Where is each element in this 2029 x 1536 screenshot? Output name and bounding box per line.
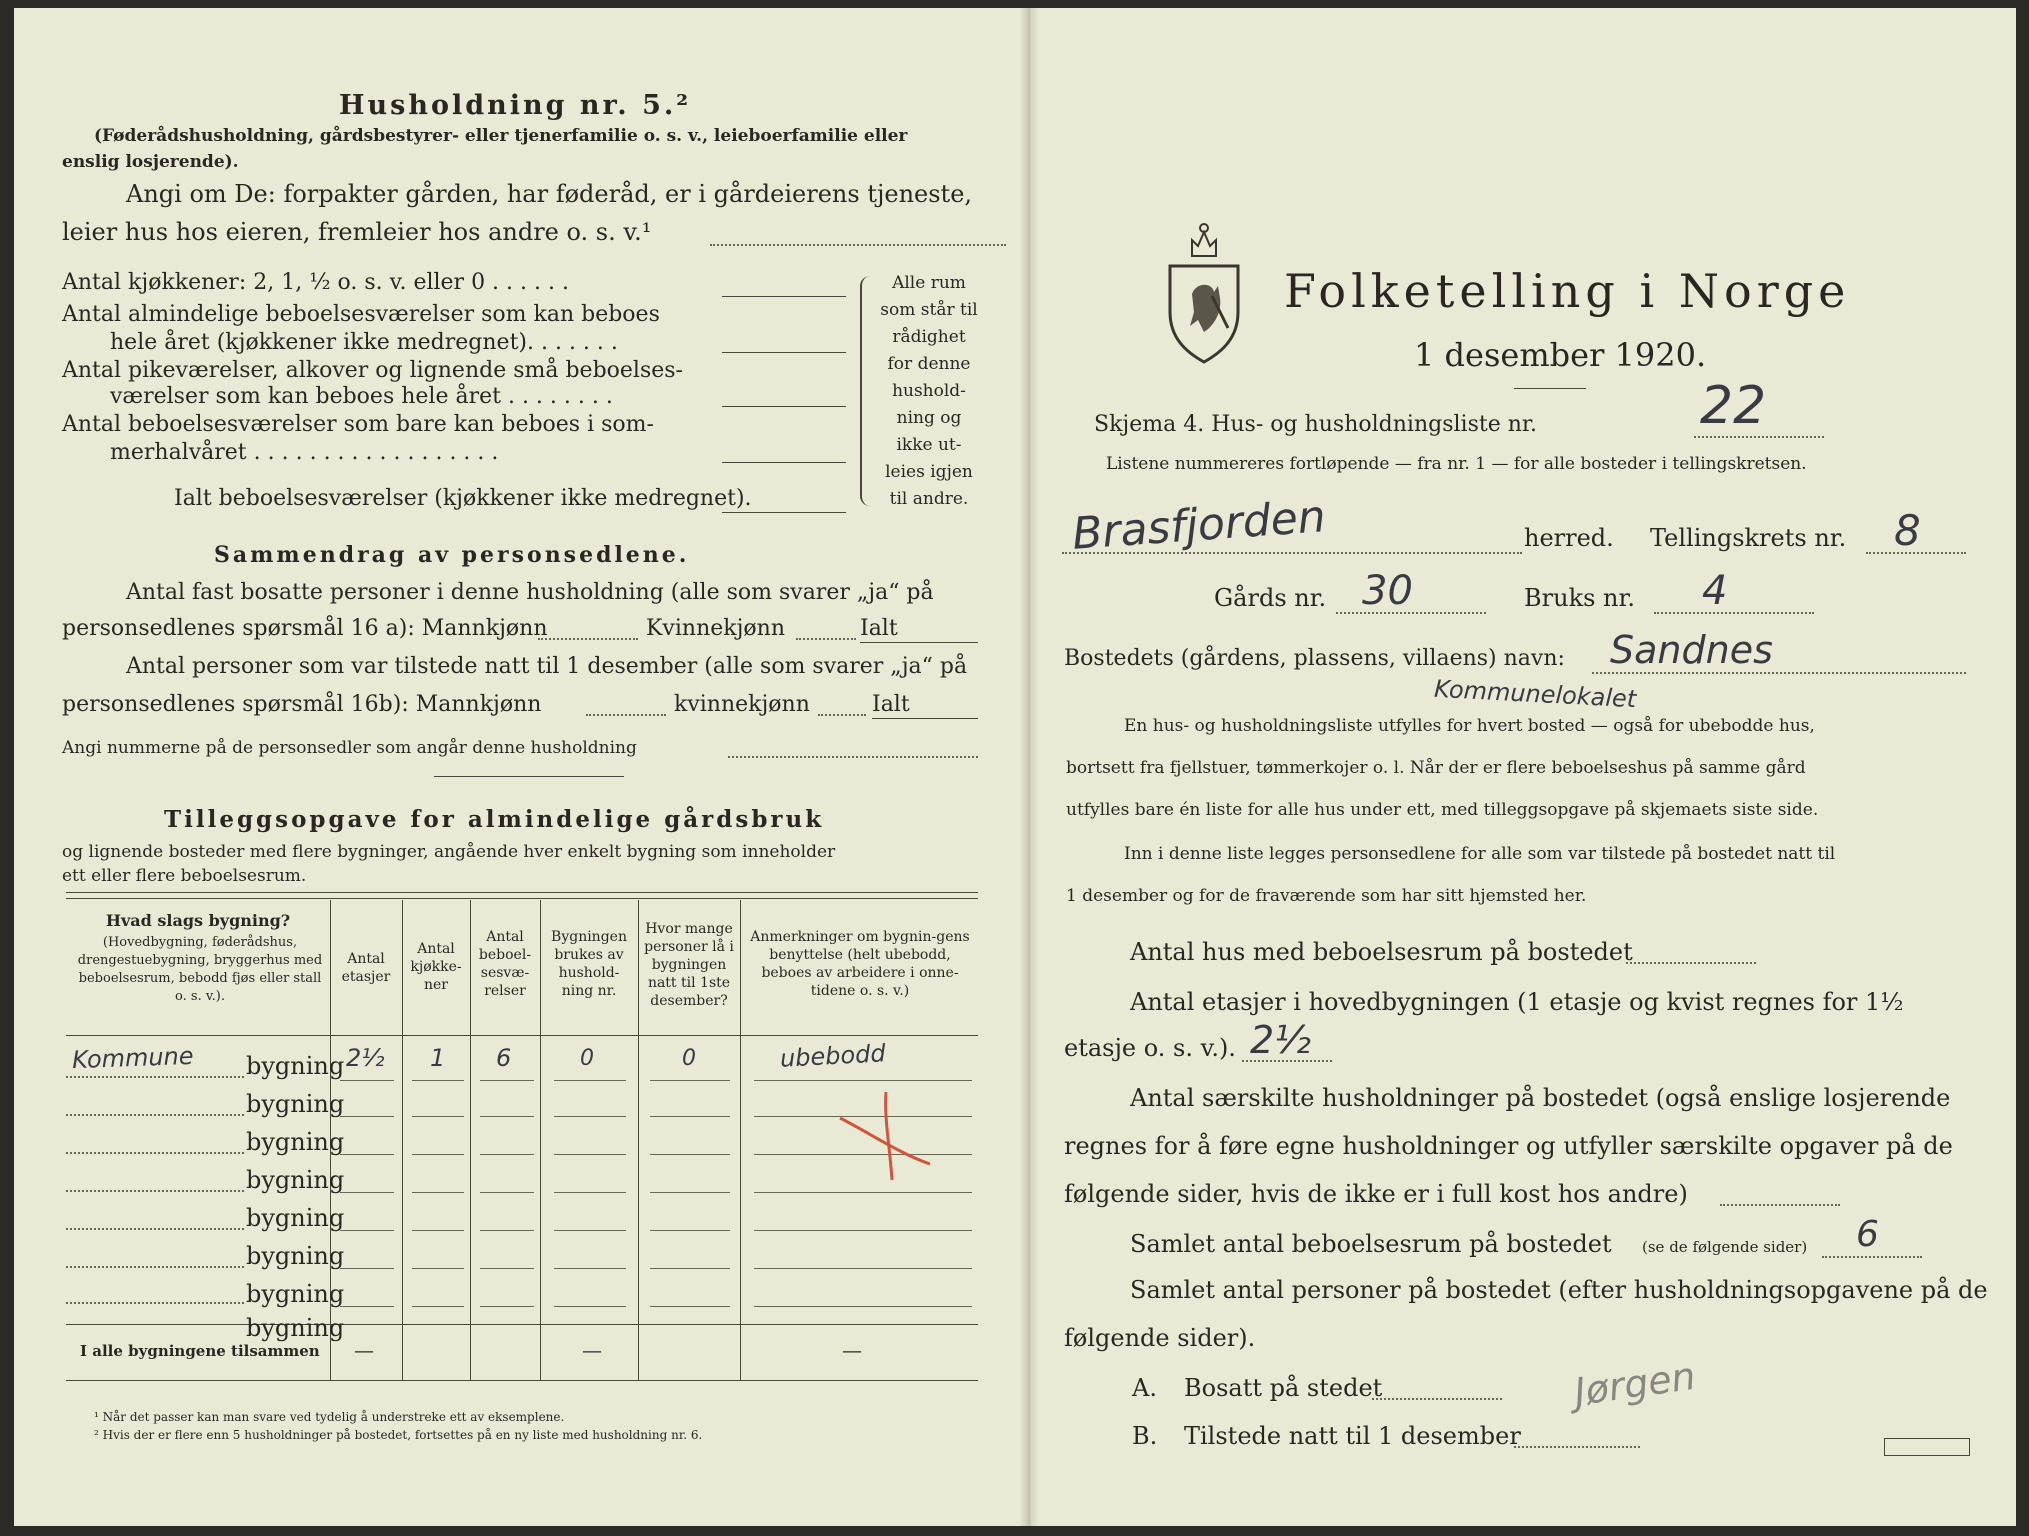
til-ialt-field[interactable]: [872, 718, 978, 719]
samlet-rum-label: Samlet antal beboelsesrum på bostedet: [1130, 1230, 1612, 1258]
listene-note: Listene nummereres fortløpende — fra nr. 1 — for alle bosteder i tellingskretsen.: [1106, 454, 1807, 474]
alm-rooms-field[interactable]: [722, 352, 846, 353]
pike-rooms-line-2: værelser som kan beboes hele året . . . . . . . .: [110, 384, 613, 409]
row3-label: bygning: [246, 1128, 345, 1156]
col-header-etasjer: Antal etasjer: [341, 951, 391, 985]
value-cell-underline[interactable]: [340, 1268, 394, 1269]
bostedet-label: Bostedets (gårdens, plassens, villaens) navn:: [1064, 646, 1565, 671]
a-text: Bosatt på stedet: [1184, 1374, 1383, 1402]
saerskilte-field[interactable]: [1720, 1204, 1840, 1206]
row1-husholdning-hw: 0: [580, 1046, 594, 1071]
etasjer-line-1: Antal etasjer i hovedbygningen (1 etasje og kvist regnes for 1½: [1130, 988, 1904, 1016]
alm-rooms-line-2: hele året (kjøkkener ikke medregnet). . . . . . .: [110, 330, 618, 355]
para2-line-2: 1 desember og for de fraværende som har sitt hjemsted her.: [1066, 886, 1587, 906]
value-cell-underline[interactable]: [480, 1268, 534, 1269]
tellingskrets-hw: 8: [1894, 506, 1921, 555]
red-cross-mark: [834, 1088, 934, 1188]
etasjer-hw: 2½: [1250, 1018, 1312, 1062]
col-divider-4: [540, 900, 541, 1380]
value-cell-underline[interactable]: [340, 1306, 394, 1307]
total-husholdning-dash: —: [582, 1338, 602, 1362]
skjema-nr-hw: 22: [1700, 376, 1767, 436]
value-cell-underline[interactable]: [340, 1080, 394, 1081]
row1-etasjer-hw: 2½: [346, 1044, 385, 1072]
skjema-nr-field[interactable]: [1694, 436, 1824, 438]
value-cell-underline[interactable]: [650, 1080, 730, 1081]
row1-label: bygning: [246, 1052, 345, 1080]
para1-line-3: utfylles bare én liste for alle hus under ett, med tilleggsopgave på skjemaets siste side.: [1066, 800, 1819, 820]
col-divider-5: [638, 900, 639, 1380]
value-cell-underline[interactable]: [480, 1230, 534, 1231]
value-cell-underline[interactable]: [554, 1192, 626, 1193]
kjokkener-field[interactable]: [722, 296, 846, 297]
pike-rooms-field[interactable]: [722, 406, 846, 407]
fast-line-1: Antal fast bosatte personer i denne husholdning (alle som svarer „ja“ på: [126, 580, 934, 605]
etasjer-field[interactable]: [1242, 1060, 1332, 1062]
side-note-brace: [860, 276, 874, 506]
value-cell-underline[interactable]: [412, 1116, 464, 1117]
saerskilte-line-1: Antal særskilte husholdninger på bostedet (også enslige losjerende: [1130, 1084, 1951, 1112]
row4-label: bygning: [246, 1166, 345, 1194]
bruks-hw: 4: [1702, 568, 1728, 614]
row8-label: bygning: [246, 1314, 345, 1342]
value-cell-underline[interactable]: [554, 1230, 626, 1231]
skjema-label: Skjema 4. Hus- og husholdningsliste nr.: [1094, 412, 1537, 437]
value-cell-underline[interactable]: [340, 1230, 394, 1231]
row1-anmerkning-hw: ubebodd: [779, 1039, 887, 1073]
value-cell-underline[interactable]: [412, 1230, 464, 1231]
value-cell-underline[interactable]: [650, 1192, 730, 1193]
col-header-kjokkener: Antal kjøkke-ner: [410, 941, 462, 993]
para1-line-2: bortsett fra fjellstuer, tømmerkojer o. l. Når der er flere beboelseshus på samme gård: [1066, 758, 1806, 778]
til-line-2a: personsedlenes spørsmål 16b): Mannkjønn: [62, 692, 542, 717]
herred-field[interactable]: [1062, 552, 1522, 554]
bruks-field[interactable]: [1654, 612, 1814, 614]
row7-type-field[interactable]: [66, 1302, 244, 1304]
value-cell-underline[interactable]: [412, 1268, 464, 1269]
til-line-2c: Ialt: [872, 692, 910, 717]
b-field[interactable]: [1514, 1446, 1640, 1448]
row3-type-field[interactable]: [66, 1152, 244, 1154]
sommer-rooms-line-2: merhalvåret . . . . . . . . . . . . . . . . . .: [110, 440, 499, 465]
household-subtitle-2: enslig losjerende).: [62, 152, 239, 172]
til-kvinne-field[interactable]: [818, 714, 866, 716]
col-header-personer: Hvor mange personer lå i bygningen natt til 1ste desember?: [644, 921, 734, 1009]
footnote-1: ¹ Når det passer kan man svare ved tydelig å understreke ett av eksemplene.: [94, 1410, 565, 1424]
til-line-2b: kvinnekjønn: [674, 692, 810, 717]
row2-type-field[interactable]: [66, 1114, 244, 1116]
kjokkener-label: Antal kjøkkener: 2, 1, ½ o. s. v. eller 0 . . . . . .: [62, 270, 569, 295]
value-cell-underline[interactable]: [754, 1268, 972, 1269]
saerskilte-line-3: følgende sider, hvis de ikke er i full kost hos andre): [1064, 1180, 1688, 1208]
table-top-rule-1: [66, 892, 978, 893]
col-header-type-title: Hvad slags bygning?: [105, 911, 291, 930]
total-etasjer-dash: —: [354, 1338, 374, 1362]
value-cell-underline[interactable]: [754, 1230, 972, 1231]
coat-of-arms-icon: [1162, 216, 1246, 366]
value-cell-underline[interactable]: [340, 1192, 394, 1193]
a-field[interactable]: [1372, 1398, 1502, 1400]
footnote-2: ² Hvis der er flere enn 5 husholdninger på bostedet, fortsettes på en ny liste med husholdning nr. 6.: [94, 1428, 703, 1442]
table-bottom-rule: [66, 1380, 978, 1381]
row5-type-field[interactable]: [66, 1228, 244, 1230]
tillegg-line-1: og lignende bosteder med flere bygninger, angående hver enkelt bygning som inneholder: [62, 842, 836, 862]
fast-line-2a: personsedlenes spørsmål 16 a): Mannkjønn: [62, 616, 548, 641]
value-cell-underline[interactable]: [480, 1306, 534, 1307]
b-text: Tilstede natt til 1 desember: [1184, 1422, 1521, 1450]
row1-type-hw: Kommune: [71, 1041, 194, 1075]
value-cell-underline[interactable]: [480, 1080, 534, 1081]
fast-kvinne-field[interactable]: [796, 638, 856, 640]
etasjer-line-2: etasje o. s. v.).: [1064, 1034, 1236, 1062]
printer-stamp: [1884, 1438, 1970, 1456]
value-cell-underline[interactable]: [412, 1154, 464, 1155]
value-cell-underline[interactable]: [650, 1154, 730, 1155]
ialt-rooms-field[interactable]: [722, 512, 846, 513]
total-label: I alle bygningene tilsammen: [80, 1342, 320, 1360]
table-header-rule: [66, 1035, 978, 1036]
herred-hw: Brasfjorden: [1070, 491, 1328, 560]
fast-ialt-field[interactable]: [860, 642, 978, 643]
samlet-pers-line-2: følgende sider).: [1064, 1324, 1256, 1352]
form-title: Folketelling i Norge: [1284, 264, 1851, 318]
col-header-type-sub: (Hovedbygning, føderådshus, drengestuebygning, bryggerhus med beboelsesrum, bebodd fjøs eller stall o. s. v.).: [77, 935, 323, 1004]
col-divider-2: [402, 900, 403, 1380]
col-header-vaerelser: Antal beboel-sesvæ-relser: [478, 929, 532, 999]
fast-line-2c: Ialt: [860, 616, 898, 641]
fast-line-2b: Kvinnekjønn: [646, 616, 785, 641]
alm-rooms-line-1: Antal almindelige beboelsesværelser som kan beboes: [62, 302, 660, 327]
value-cell-underline[interactable]: [754, 1306, 972, 1307]
section-divider: [434, 776, 624, 777]
tillegg-title: Tilleggsopgave for almindelige gårdsbruk: [164, 806, 825, 833]
value-cell-underline[interactable]: [554, 1116, 626, 1117]
row1-personer-hw: 0: [682, 1046, 696, 1071]
household-title: Husholdning nr. 5.²: [339, 90, 692, 121]
value-cell-underline[interactable]: [650, 1116, 730, 1117]
value-cell-underline[interactable]: [754, 1192, 972, 1193]
value-cell-underline[interactable]: [412, 1306, 464, 1307]
a-label: A.: [1132, 1374, 1157, 1402]
row4-type-field[interactable]: [66, 1190, 244, 1192]
table-total-rule: [66, 1324, 978, 1325]
value-cell-underline[interactable]: [554, 1268, 626, 1269]
para2-line-1: Inn i denne liste legges personsedlene for alle som var tilstede på bostedet natt til: [1124, 844, 1836, 864]
herred-label: herred.: [1524, 524, 1614, 552]
sammendrag-title: Sammendrag av personsedlene.: [214, 542, 690, 568]
row1-kjokkener-hw: 1: [430, 1044, 446, 1072]
angi-line-2: leier hus hos eieren, fremleier hos andre o. s. v.¹: [62, 218, 652, 246]
bostedet-field[interactable]: [1592, 672, 1966, 674]
row5-label: bygning: [246, 1204, 345, 1232]
antal-hus-label: Antal hus med beboelsesrum på bostedet: [1130, 938, 1633, 966]
value-cell-underline[interactable]: [650, 1230, 730, 1231]
table-top-rule-2: [66, 898, 978, 899]
bruks-label: Bruks nr.: [1524, 584, 1635, 612]
value-cell-underline[interactable]: [340, 1154, 394, 1155]
row1-type-field[interactable]: [66, 1076, 244, 1078]
gards-hw: 30: [1362, 568, 1413, 614]
total-anmerkning-dash: —: [842, 1338, 862, 1362]
signature-hw: Jørgen: [1571, 1353, 1699, 1415]
value-cell-underline[interactable]: [412, 1192, 464, 1193]
col-divider-3: [470, 900, 471, 1380]
saerskilte-line-2: regnes for å føre egne husholdninger og utfyller særskilte opgaver på de: [1064, 1132, 1953, 1160]
side-note: Alle rum som står til rådighet for denne hushold- ning og ikke ut- leies igjen til andre.: [880, 273, 978, 509]
samlet-rum-hw: 6: [1856, 1214, 1879, 1255]
col-divider-6: [740, 900, 741, 1380]
row6-type-field[interactable]: [66, 1266, 244, 1268]
value-cell-underline[interactable]: [650, 1306, 730, 1307]
gards-field[interactable]: [1336, 612, 1486, 614]
value-cell-underline[interactable]: [480, 1116, 534, 1117]
antal-hus-field[interactable]: [1626, 962, 1756, 964]
page-fold: [1019, 8, 1039, 1526]
row7-label: bygning: [246, 1280, 345, 1308]
samlet-pers-line-1: Samlet antal personer på bostedet (efter husholdningsopgavene på de: [1130, 1276, 1988, 1304]
sommer-rooms-line-1: Antal beboelsesværelser som bare kan beboes i som-: [62, 412, 654, 437]
sommer-rooms-field[interactable]: [722, 462, 846, 463]
form-date: 1 desember 1920.: [1414, 336, 1707, 374]
gards-label: Gårds nr.: [1214, 584, 1327, 612]
samlet-rum-small: (se de følgende sider): [1642, 1238, 1808, 1256]
angi-fill-line[interactable]: [710, 244, 1006, 246]
nummerne-field[interactable]: [728, 756, 978, 758]
angi-line-1: Angi om De: forpakter gården, har føderåd, er i gårdeierens tjeneste,: [126, 180, 973, 208]
census-form-sheet: [14, 8, 2016, 1526]
value-cell-underline[interactable]: [650, 1268, 730, 1269]
para1-line-1: En hus- og husholdningsliste utfylles for hvert bosted — også for ubebodde hus,: [1124, 716, 1815, 736]
title-divider: [1514, 388, 1586, 389]
pike-rooms-line-1: Antal pikeværelser, alkover og lignende små beboelses-: [62, 358, 683, 383]
value-cell-underline[interactable]: [340, 1116, 394, 1117]
value-cell-underline[interactable]: [754, 1080, 972, 1081]
value-cell-underline[interactable]: [412, 1080, 464, 1081]
fast-mann-field[interactable]: [538, 638, 638, 640]
tellingskrets-label: Tellingskrets nr.: [1650, 524, 1847, 552]
b-label: B.: [1132, 1422, 1158, 1450]
value-cell-underline[interactable]: [554, 1306, 626, 1307]
bostedet-hw-2: Kommunelokalet: [1433, 674, 1637, 714]
col-header-anmerkninger: Anmerkninger om bygnin-gens benyttelse (helt ubebodd, beboes av arbeidere i onne-tidene o. s. v.): [750, 929, 970, 999]
tellingskrets-field[interactable]: [1866, 552, 1966, 554]
til-line-1: Antal personer som var tilstede natt til 1 desember (alle som svarer „ja“ på: [126, 654, 968, 679]
row2-label: bygning: [246, 1090, 345, 1118]
household-subtitle-1: (Føderådshusholdning, gårdsbestyrer- eller tjenerfamilie o. s. v., leieboerfamilie eller: [94, 126, 908, 146]
til-mann-field[interactable]: [586, 714, 666, 716]
nummerne-label: Angi nummerne på de personsedler som angår denne husholdning: [62, 738, 637, 758]
bostedet-hw: Sandnes: [1610, 628, 1773, 672]
value-cell-underline[interactable]: [480, 1154, 534, 1155]
value-cell-underline[interactable]: [554, 1154, 626, 1155]
col-header-husholdning: Bygningen brukes av hushold-ning nr.: [551, 929, 627, 999]
samlet-rum-field[interactable]: [1822, 1256, 1922, 1258]
tillegg-line-2: ett eller flere beboelsesrum.: [62, 866, 307, 886]
value-cell-underline[interactable]: [554, 1080, 626, 1081]
value-cell-underline[interactable]: [480, 1192, 534, 1193]
row1-vaerelser-hw: 6: [496, 1044, 512, 1072]
ialt-rooms-label: Ialt beboelsesværelser (kjøkkener ikke medregnet).: [174, 486, 752, 511]
row6-label: bygning: [246, 1242, 345, 1270]
